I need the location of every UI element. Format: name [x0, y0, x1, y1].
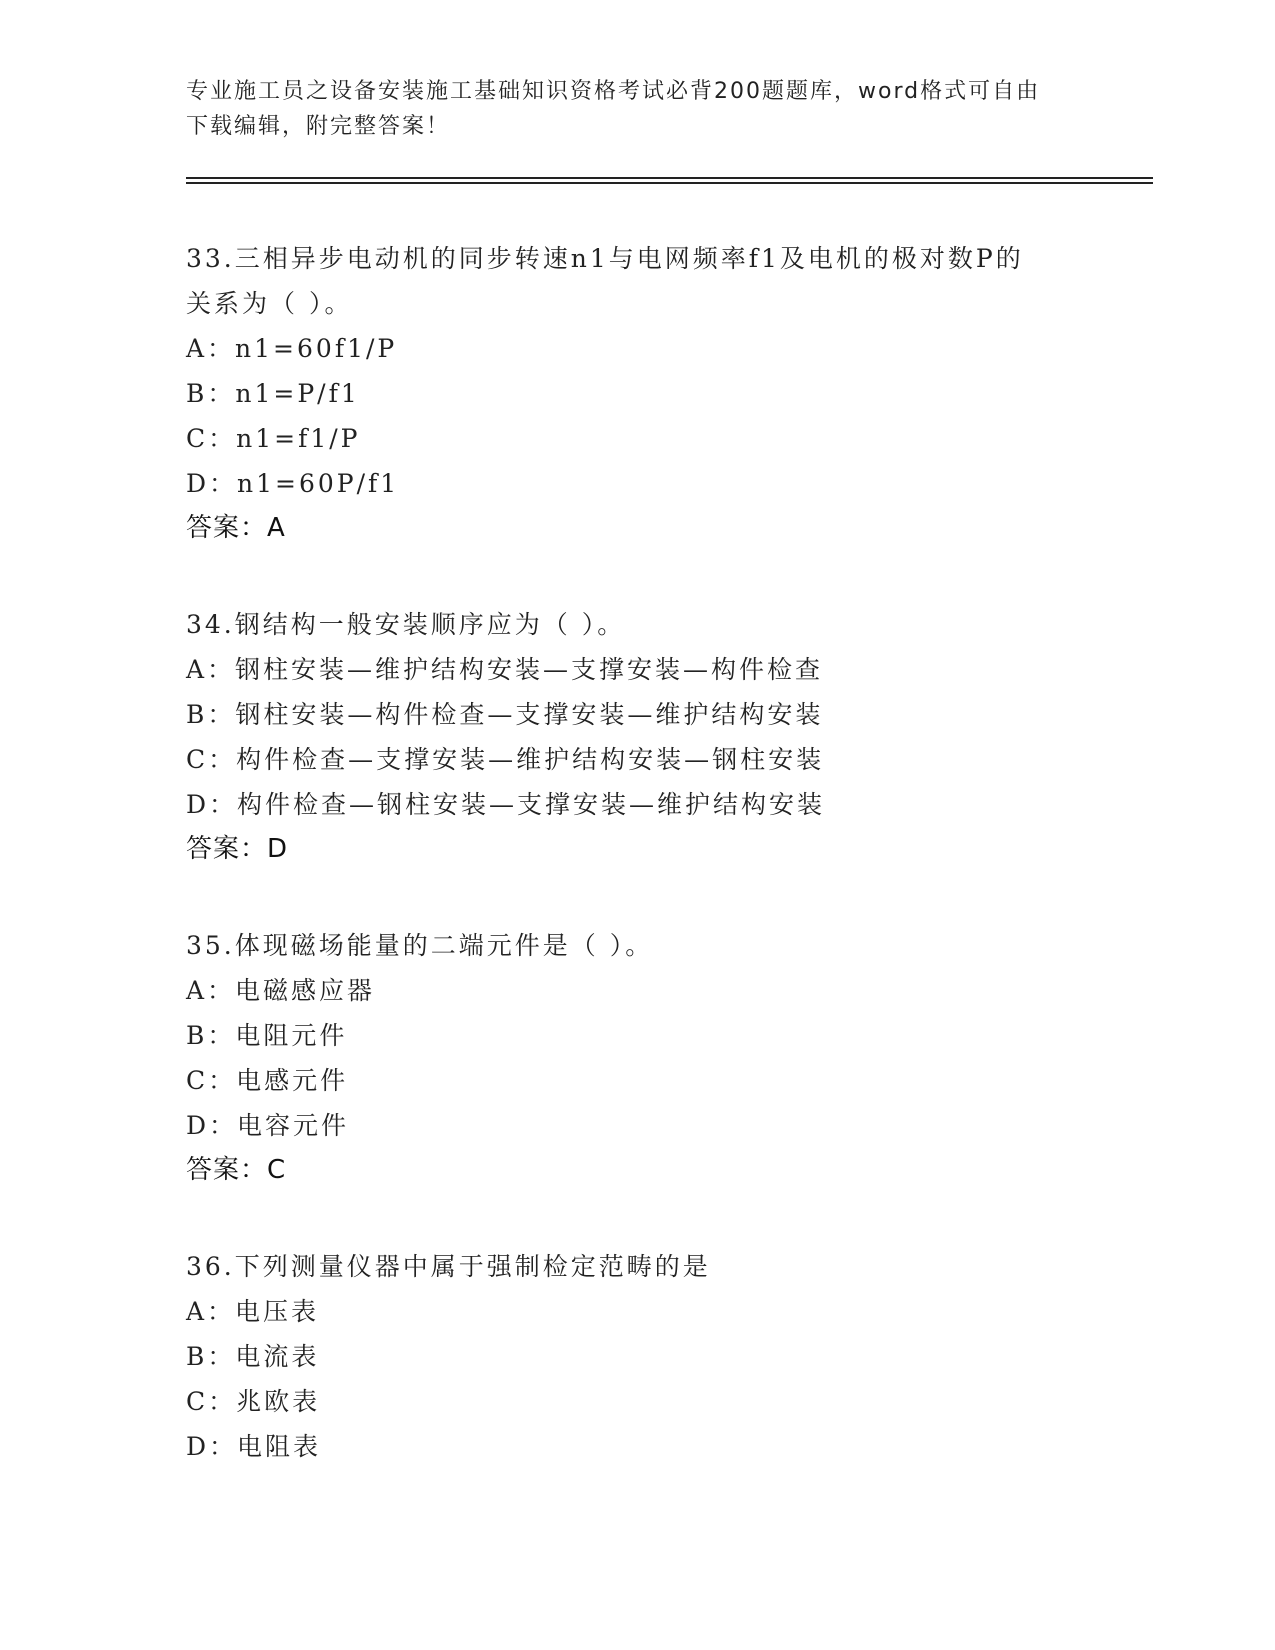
question-stem: 35.体现磁场能量的二端元件是（ ）。 [186, 931, 654, 960]
question-stem: 34.钢结构一般安装顺序应为（ ）。 [186, 610, 626, 639]
option-a: A：电磁感应器 [186, 976, 376, 1005]
option-b: B：电流表 [186, 1342, 320, 1371]
question-stem: 33.三相异步电动机的同步转速n1与电网频率f1及电机的极对数P的 [186, 244, 1024, 273]
header-line: 专业施工员之设备安装施工基础知识资格考试必背200题题库，word格式可自由 [186, 79, 1041, 104]
question-stem: 36.下列测量仪器中属于强制检定范畴的是 [186, 1252, 711, 1281]
option-c: C：构件检查—支撑安装—维护结构安装—钢柱安装 [186, 745, 825, 774]
option-a: A：钢柱安装—维护结构安装—支撑安装—构件检查 [186, 655, 824, 684]
answer-line: 答案：A [186, 513, 286, 543]
option-a: A：电压表 [186, 1297, 320, 1326]
option-c: C：n1=f1/P [186, 424, 361, 453]
answer-line: 答案：C [186, 1155, 287, 1185]
option-d: D：n1=60P/f1 [186, 469, 400, 498]
question-stem: 关系为（ ）。 [186, 289, 353, 318]
option-c: C：电感元件 [186, 1066, 349, 1095]
option-b: B：n1=P/f1 [186, 379, 360, 408]
question-34 [186, 602, 1146, 872]
question-33 [186, 236, 1146, 551]
option-a: A：n1=60f1/P [186, 334, 398, 363]
header-divider-top [186, 177, 1153, 179]
question-list [186, 236, 1146, 1520]
question-36 [186, 1244, 1146, 1469]
option-b: B：电阻元件 [186, 1021, 348, 1050]
document-header [186, 74, 1086, 144]
option-d: D：电阻表 [186, 1432, 322, 1461]
option-d: D：构件检查—钢柱安装—支撑安装—维护结构安装 [186, 790, 826, 819]
answer-line: 答案：D [186, 834, 289, 864]
question-35 [186, 923, 1146, 1193]
option-b: B：钢柱安装—构件检查—支撑安装—维护结构安装 [186, 700, 824, 729]
header-line: 下载编辑，附完整答案！ [186, 114, 451, 139]
option-c: C：兆欧表 [186, 1387, 321, 1416]
option-d: D：电容元件 [186, 1111, 350, 1140]
header-divider-bottom [186, 182, 1153, 184]
